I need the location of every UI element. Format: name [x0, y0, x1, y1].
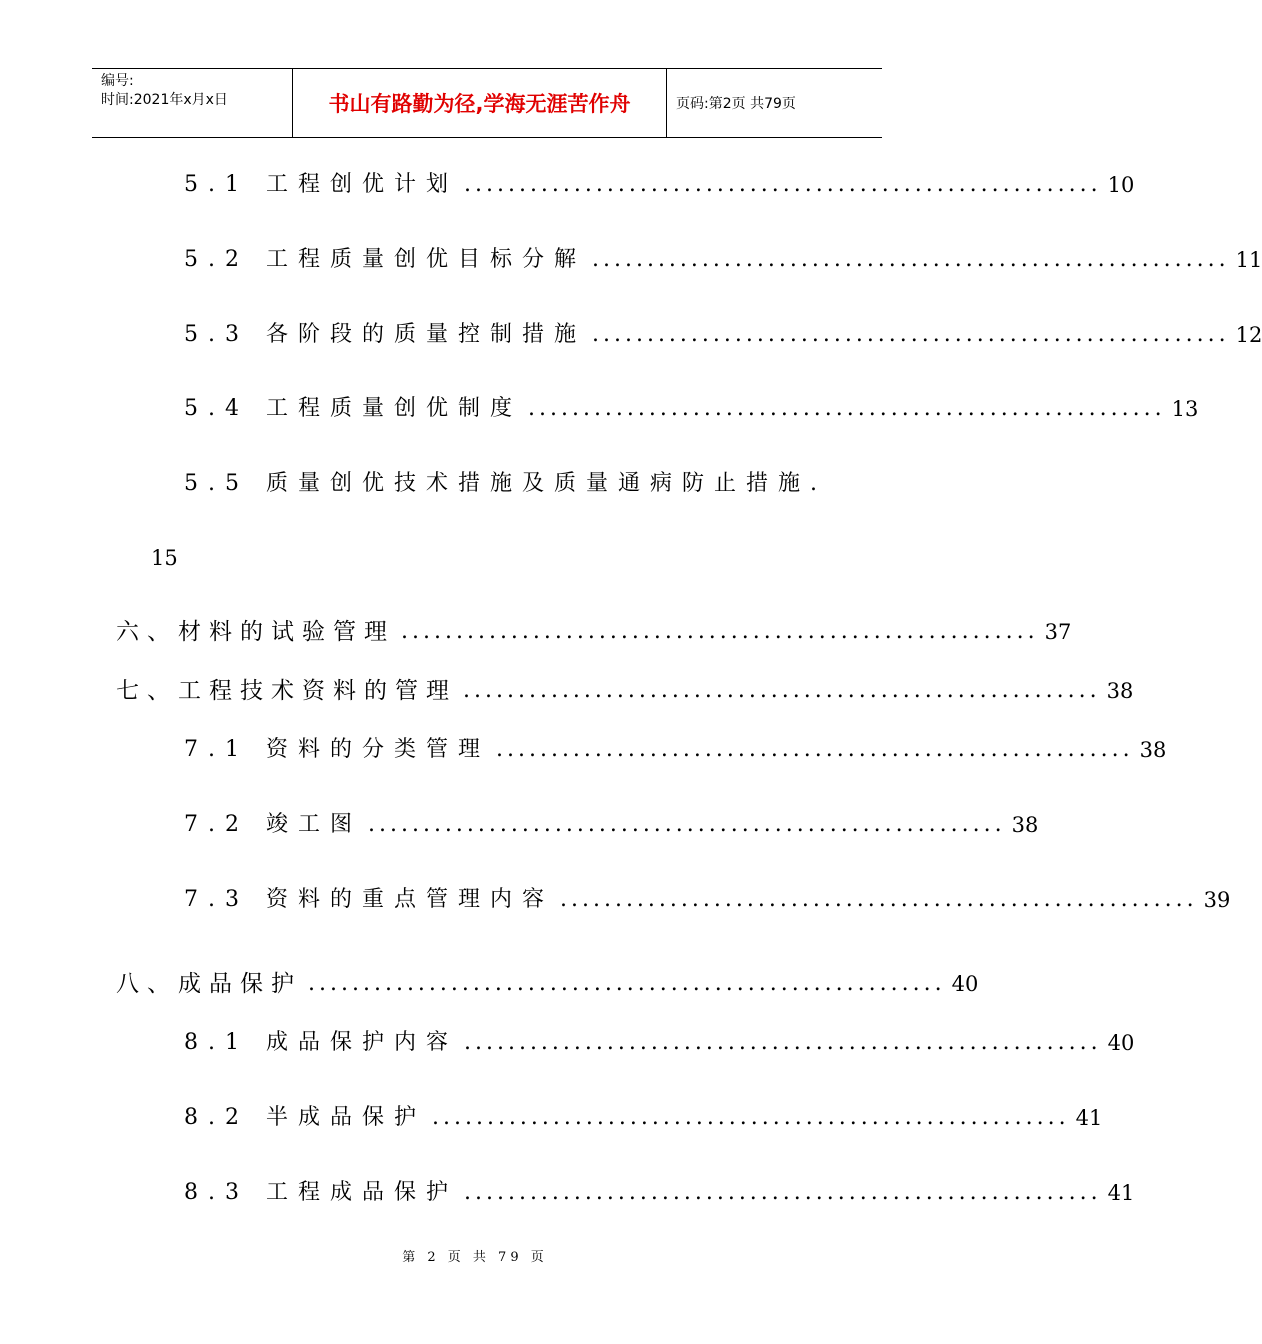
toc-entry[interactable]	[184, 170, 1135, 200]
toc-entry-title: 7.2 竣工图	[184, 812, 362, 837]
toc-entry-page: 40	[1107, 1031, 1135, 1055]
header-slogan: 书山有路勤为径,学海无涯苦作舟	[292, 69, 667, 137]
toc-entry-title: 八、成品保护	[116, 971, 302, 997]
toc-entry[interactable]	[184, 885, 1231, 915]
toc-leader: ..........................................................	[367, 812, 1006, 837]
toc-entry[interactable]	[184, 320, 1262, 350]
toc-entry[interactable]	[184, 394, 1199, 424]
header-left-cell	[92, 69, 292, 137]
toc-entry-page: 38	[1139, 738, 1167, 762]
page-footer: 第 2 页 共 79 页	[402, 1250, 548, 1265]
toc-leader: ..........................................................	[559, 887, 1198, 912]
toc-leader: ..........................................................	[463, 172, 1102, 197]
toc-entry-page: 40	[951, 972, 979, 996]
toc-entry-page: 38	[1011, 813, 1039, 837]
toc-entry-title: 7.1 资料的分类管理	[184, 737, 490, 762]
toc-entry-page: 41	[1107, 1181, 1135, 1205]
toc-leader: ..........................................................	[591, 322, 1230, 347]
toc-entry-title: 5.4 工程质量创优制度	[184, 396, 522, 421]
toc-entry-title: 5.2 工程质量创优目标分解	[184, 247, 586, 272]
toc-entry-title: 7.3 资料的重点管理内容	[184, 887, 554, 912]
toc-leader: ..........................................................	[495, 737, 1134, 762]
toc-entry-page: 37	[1044, 620, 1072, 644]
toc-leader: ..........................................................	[463, 678, 1101, 703]
toc-entry-title: 5.5 质量创优技术措施及质量通病防止措施.	[184, 471, 827, 496]
toc-leader: ..........................................................	[431, 1105, 1070, 1130]
toc-entry-title: 8.3 工程成品保护	[184, 1180, 458, 1205]
toc-entry-title: 5.3 各阶段的质量控制措施	[184, 322, 586, 347]
toc-leader: ..........................................................	[463, 1180, 1102, 1205]
number-label: 编号:	[101, 73, 134, 89]
time-label: 时间:2021年x月x日	[101, 92, 228, 108]
toc-entry[interactable]	[116, 969, 979, 999]
toc-leader: ..........................................................	[527, 396, 1166, 421]
toc-entry-page: 39	[1203, 888, 1231, 912]
toc-entry-page: 15	[151, 546, 178, 570]
toc-entry-page: 12	[1235, 323, 1262, 347]
toc-entry-title: 六、材料的试验管理	[116, 619, 395, 645]
toc-entry[interactable]	[116, 676, 1134, 706]
header-page-label: 页码:第2页 共79页	[676, 96, 796, 112]
toc-entry-title: 七、工程技术资料的管理	[116, 678, 457, 704]
toc-leader: ..........................................................	[591, 247, 1230, 272]
toc-leader: ..........................................................	[463, 1030, 1102, 1055]
toc-entry[interactable]	[184, 1103, 1103, 1133]
toc-entry-page: 13	[1171, 397, 1199, 421]
toc-entry-page: 41	[1075, 1106, 1103, 1130]
toc-entry-title: 8.2 半成品保护	[184, 1105, 426, 1130]
toc-entry[interactable]	[184, 245, 1262, 275]
toc-entry[interactable]	[184, 1028, 1135, 1058]
toc-entry[interactable]	[184, 469, 858, 499]
toc-entry-title: 5.1 工程创优计划	[184, 172, 458, 197]
toc-entry[interactable]	[184, 810, 1039, 840]
toc-entry-title: 8.1 成品保护内容	[184, 1030, 458, 1055]
toc-leader: ..........................................................	[308, 971, 946, 996]
toc-entry[interactable]	[184, 1178, 1135, 1208]
toc-entry-page: 11	[1235, 248, 1262, 272]
toc-entry[interactable]	[116, 617, 1072, 647]
toc-entry[interactable]	[184, 735, 1167, 765]
toc-entry-page: 10	[1107, 173, 1135, 197]
page-header	[92, 68, 882, 138]
toc-entry-page: 38	[1106, 679, 1134, 703]
toc-leader: ..........................................................	[401, 619, 1039, 644]
